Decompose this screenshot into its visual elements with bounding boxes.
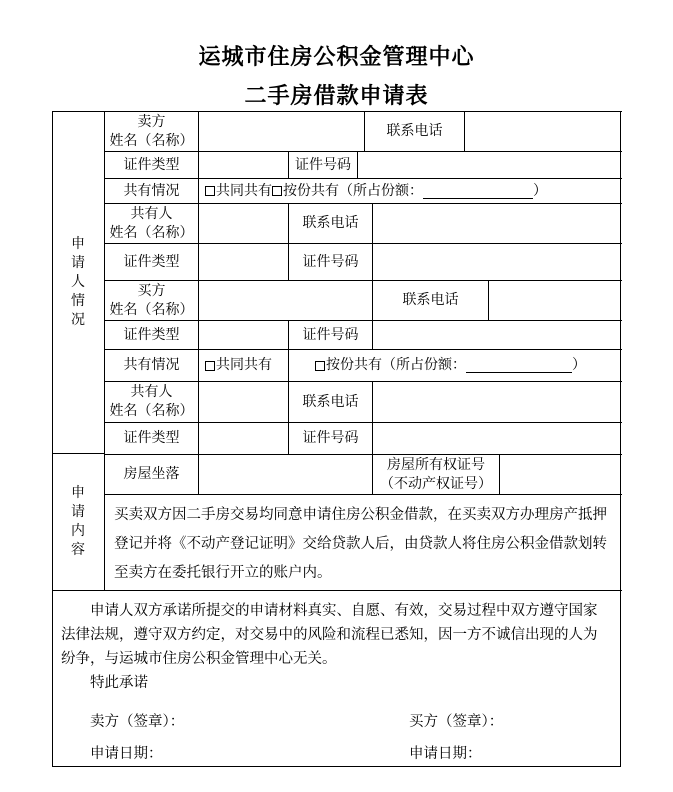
property-location-field[interactable] (198, 454, 372, 494)
seller-share-label: 按份共有（所占份额： (283, 182, 423, 199)
buyer-coowner-phone-field[interactable] (372, 381, 622, 422)
buyer-id-type-label: 证件类型 (104, 320, 198, 349)
buyer-coowner-name-field[interactable] (198, 381, 288, 422)
buyer-coowner-id-type-field[interactable] (198, 422, 288, 454)
seller-share-close: ） (533, 182, 547, 199)
content-line-2: 登记并将《不动产登记证明》交给贷款人后，由贷款人将住房公积金借款划转 (114, 536, 607, 552)
seller-coowner-id-number-label: 证件号码 (288, 243, 372, 280)
buyer-coowner-name-label: 共有人 姓名（名称） (104, 381, 198, 422)
seller-id-number-label: 证件号码 (288, 151, 357, 178)
application-content-cell (104, 494, 622, 590)
seller-id-type-label: 证件类型 (104, 151, 198, 178)
content-line-3: 至卖方在委托银行开立的账户内。 (114, 565, 332, 581)
seller-ownership-label: 共有情况 (104, 178, 198, 203)
content-line-1: 买卖双方因二手房交易均同意申请住房公积金借款，在买卖双方办理房产抵押 (114, 507, 607, 523)
buyer-coowner-phone-label: 联系电话 (288, 381, 372, 422)
property-cert-label: 房屋所有权证号 （不动产权证号） (372, 454, 499, 494)
seller-joint-checkbox[interactable] (205, 186, 215, 196)
seller-date-label: 申请日期： (90, 746, 163, 762)
applicant-section-label: 申 请 人 情 况 (52, 111, 104, 453)
buyer-share-checkbox[interactable] (315, 361, 325, 371)
seller-share-checkbox[interactable] (272, 186, 282, 196)
buyer-coowner-id-type-label: 证件类型 (104, 422, 198, 454)
buyer-share-blank[interactable] (466, 358, 572, 373)
declaration-line-3: 纷争，与运城市住房公积金管理中心无关。 (61, 651, 337, 667)
buyer-signature-label: 买方（签章）： (409, 714, 504, 730)
buyer-phone-field[interactable] (488, 280, 622, 320)
seller-coowner-phone-field[interactable] (372, 203, 622, 243)
property-location-label: 房屋坐落 (104, 454, 198, 494)
form-title: 二手房借款申请表 (244, 83, 429, 109)
seller-share-blank[interactable] (423, 184, 533, 199)
seller-coowner-id-number-field[interactable] (372, 243, 622, 280)
buyer-share-label: 按份共有（所占份额： (326, 357, 466, 373)
declaration-cell (52, 590, 622, 767)
buyer-joint-option (198, 349, 288, 381)
seller-name-field[interactable] (198, 111, 364, 151)
property-cert-field[interactable] (499, 454, 622, 494)
buyer-id-number-label: 证件号码 (288, 320, 372, 349)
buyer-id-number-field[interactable] (372, 320, 622, 349)
seller-coowner-id-type-label: 证件类型 (104, 243, 198, 280)
buyer-phone-label: 联系电话 (372, 280, 488, 320)
buyer-coowner-id-number-label: 证件号码 (288, 422, 372, 454)
form-title-org: 运城市住房公积金管理中心 (198, 44, 475, 70)
content-section-label: 申 请 内 容 (52, 453, 104, 590)
seller-joint-label: 共同共有 (216, 182, 272, 199)
buyer-joint-label: 共同共有 (216, 357, 272, 373)
declaration-line-1: 申请人双方承诺所提交的申请材料真实、自愿、有效，交易过程中双方遵守国家 (90, 603, 598, 619)
application-form-table (52, 111, 621, 767)
buyer-date-label: 申请日期： (409, 746, 482, 762)
buyer-coowner-id-number-field[interactable] (372, 422, 622, 454)
buyer-joint-checkbox[interactable] (205, 361, 215, 371)
seller-name-label: 卖方 姓名（名称） (104, 111, 198, 151)
declaration-pledge: 特此承诺 (90, 675, 148, 691)
seller-signature-label: 卖方（签章）： (90, 714, 185, 730)
seller-phone-field[interactable] (464, 111, 622, 151)
buyer-name-label: 买方 姓名（名称） (104, 280, 198, 320)
buyer-ownership-label: 共有情况 (104, 349, 198, 381)
buyer-share-option (288, 349, 622, 381)
seller-phone-label: 联系电话 (364, 111, 464, 151)
seller-id-type-field[interactable] (198, 151, 288, 178)
buyer-name-field[interactable] (198, 280, 372, 320)
declaration-line-2: 法律法规，遵守双方约定，对交易中的风险和流程已悉知，因一方不诚信出现的人为 (61, 627, 598, 643)
seller-coowner-id-type-field[interactable] (198, 243, 288, 280)
buyer-id-type-field[interactable] (198, 320, 288, 349)
seller-coowner-name-label: 共有人 姓名（名称） (104, 203, 198, 243)
buyer-share-close: ） (572, 357, 586, 373)
seller-coowner-name-field[interactable] (198, 203, 288, 243)
seller-id-number-field[interactable] (357, 151, 622, 178)
seller-ownership-options (198, 178, 622, 203)
seller-coowner-phone-label: 联系电话 (288, 203, 372, 243)
